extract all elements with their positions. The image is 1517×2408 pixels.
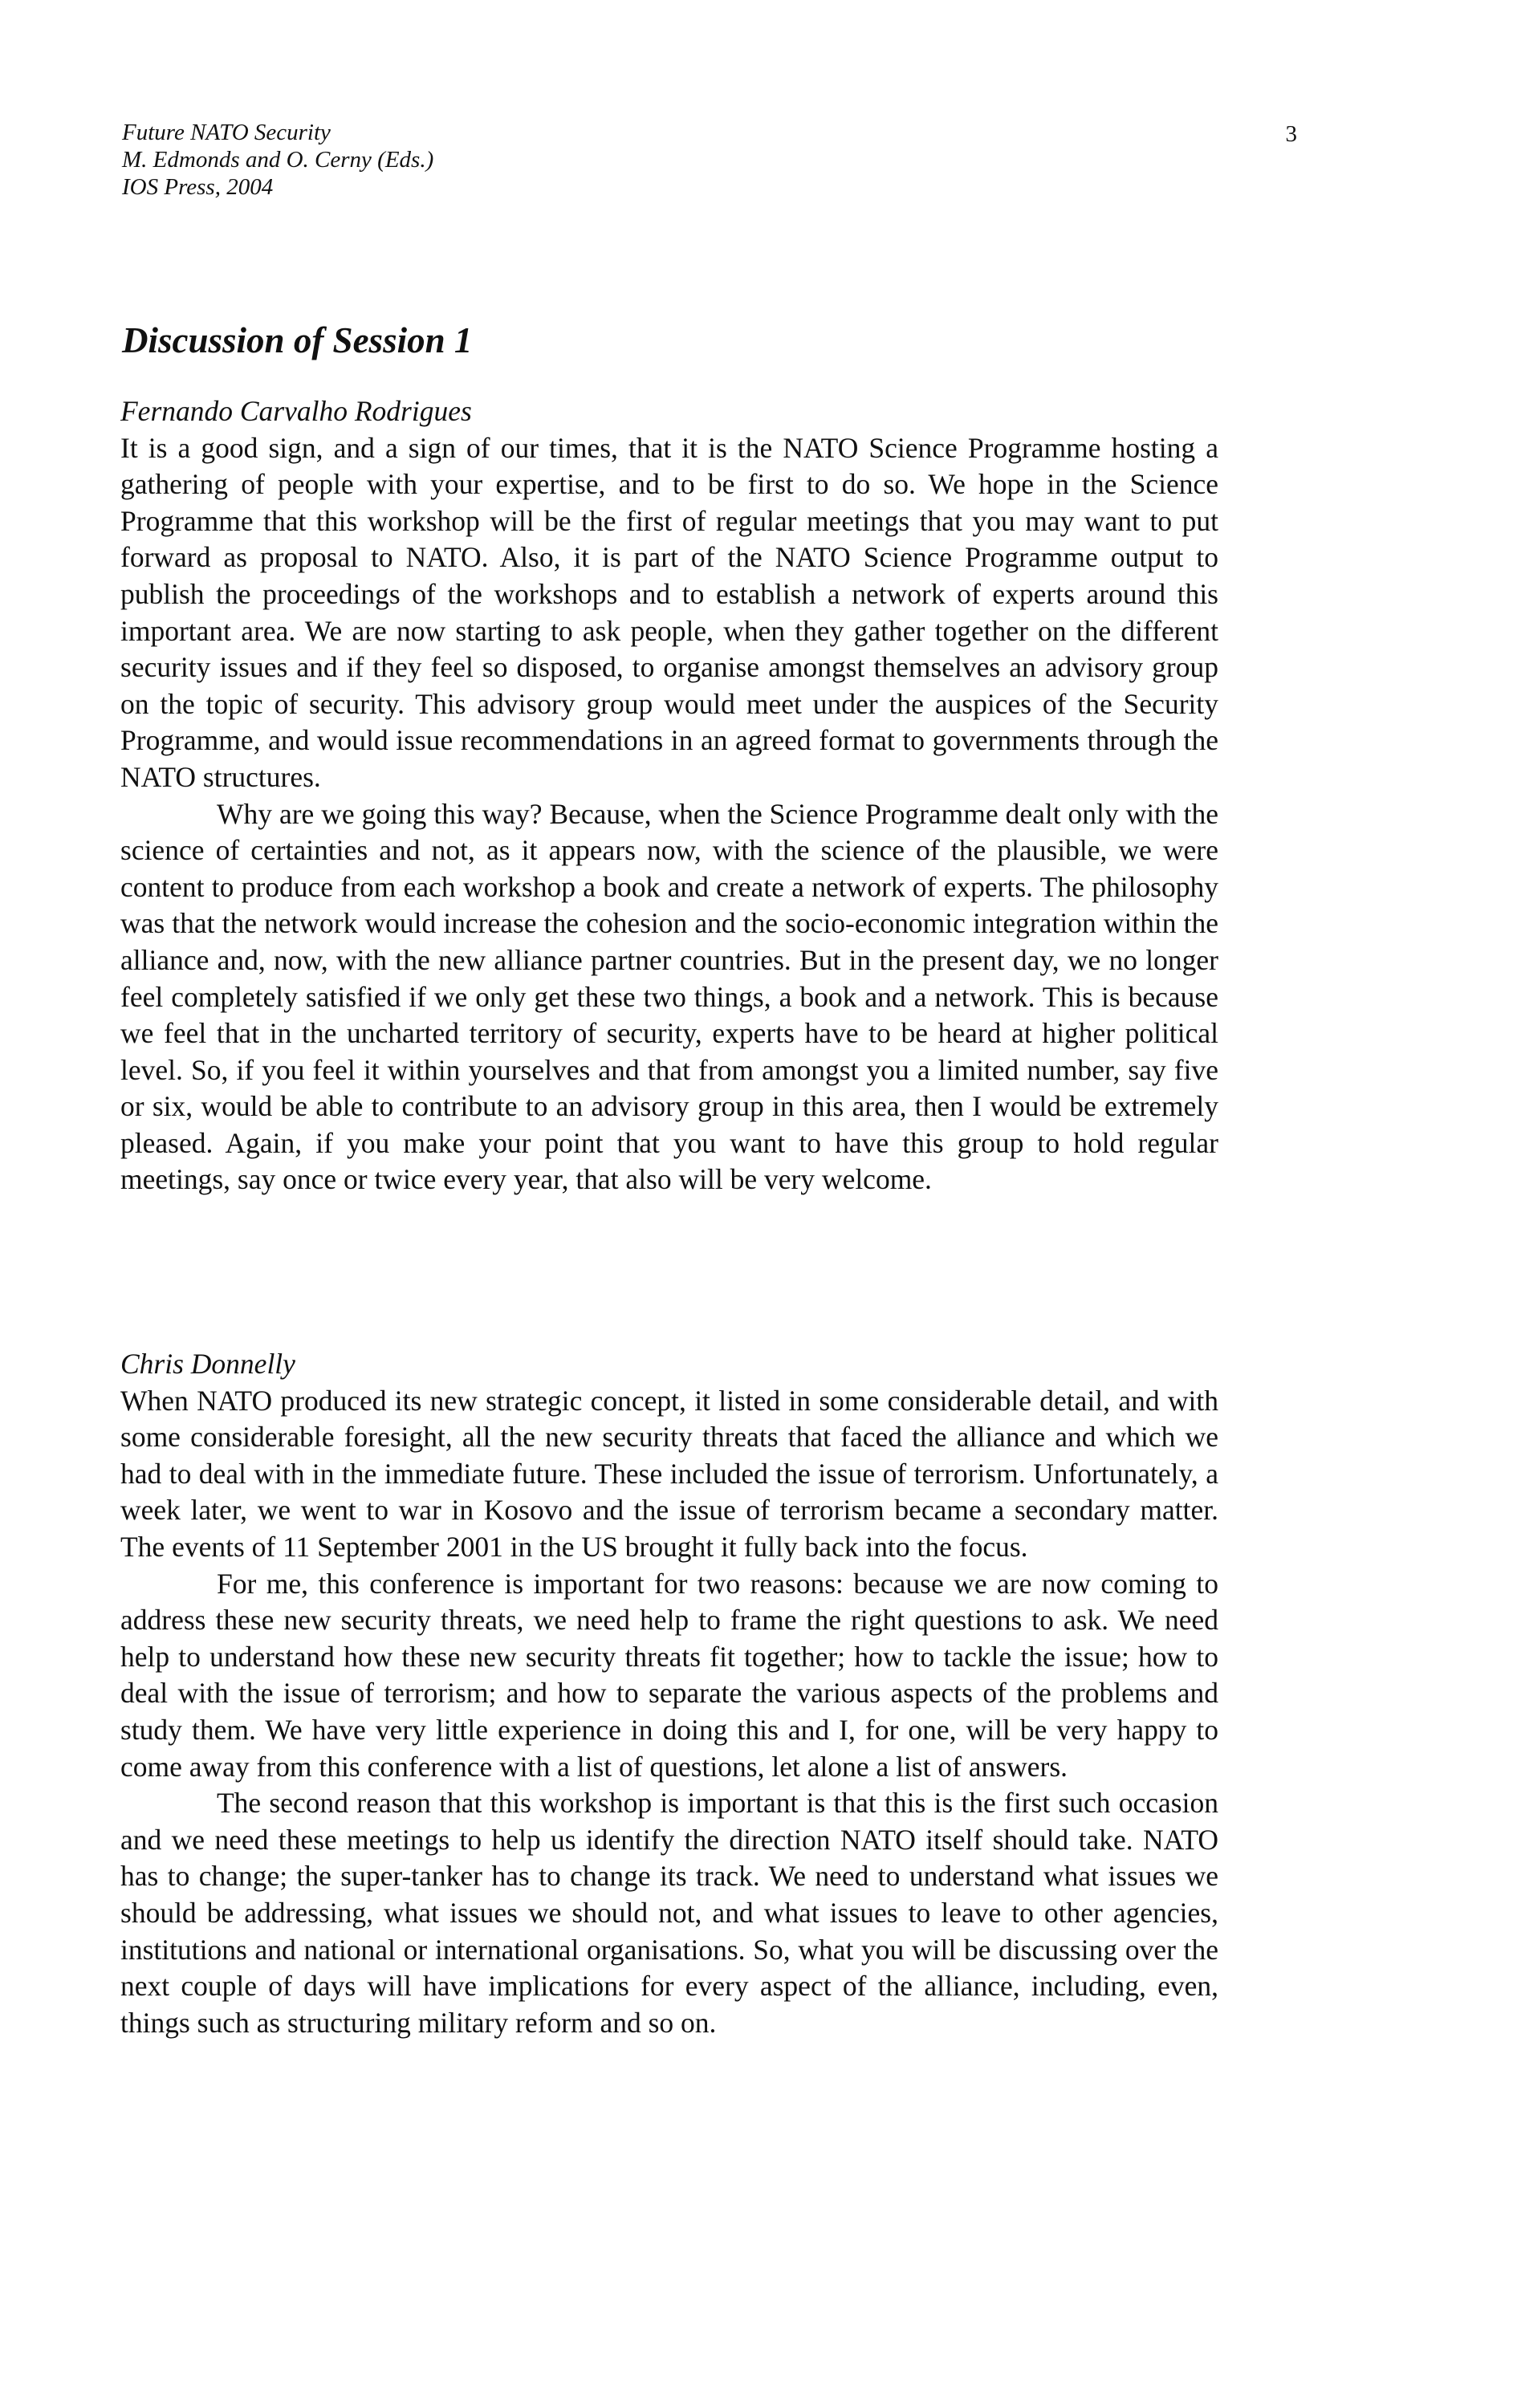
paragraph: Why are we going this way? Because, when the Science Programme dealt only with the science of certainties and not, as it appears now, with the science of the plausible, we were content to produce from each workshop a book and create a network of experts. The philosophy was that the network would increase the cohesion and the socio-economic integration within the alliance and, now, with the new alliance partner countries. But in the present day, we no longer feel completely satisfied if we only get these two things, a book and a network. This is because we feel that in the uncharted territory of security, experts have to be heard at higher political level. So, if you feel it within yourselves and that from amongst you a limited number, say five or six, would be able to contribute to an advisory group in this area, then I would be extremely pleased. Again, if you make your point that you want to have this group to hold regular meetings, say once or twice every year, that also will be very welcome.	[120, 797, 1218, 1196]
book-publisher: IOS Press, 2004	[122, 174, 274, 200]
paragraph: For me, this conference is important for two reasons: because we are now coming to address these new security threats, we need help to frame the right questions to ask. We need help to understand how these new security threats fit together; how to tackle the issue; how to deal with the issue of terrorism; and how to separate the various aspects of the problems and study them. We have very little experience in doing this and I, for one, will be very happy to come away from this conference with a list of questions, let alone a list of answers.	[120, 1567, 1218, 1783]
paragraph: The second reason that this workshop is important is that this is the first such occasion and we need these meetings to help us identify the direction NATO itself should take. NATO has to change; the super-tanker has to change its track. We need to understand what issues we should be addressing, what issues we should not, and what issues to leave to other agencies, institutions and national or international organisations. So, what you will be discussing over the next couple of days will have implications for every aspect of the alliance, including, even, things such as structuring military reform and so on.	[120, 1787, 1218, 2039]
book-title: Future NATO Security	[122, 120, 331, 145]
paragraph: When NATO produced its new strategic concept, it listed in some considerable detail, and with some considerable foresight, all the new security threats that faced the alliance and which we had to deal with in the immediate future. These included the issue of terrorism. Unfortunately, a week later, we went to war in Kosovo and the issue of terrorism became a secondary matter. The events of 11 September 2001 in the US brought it fully back into the focus.	[120, 1384, 1218, 1563]
page-number: 3	[1285, 121, 1297, 147]
speaker-name: Chris Donnelly	[120, 1348, 295, 1380]
page-title: Discussion of Session 1	[122, 320, 473, 360]
paragraph: It is a good sign, and a sign of our times, that it is the NATO Science Programme hosting a gathering of people with your expertise, and to be first to do so. We hope in the Science Programme that this workshop will be the first of regular meetings that you may want to put forward as proposal to NATO. Also, it is part of the NATO Science Programme output to publish the proceedings of the workshops and to establish a network of experts around this important area. We are now starting to ask people, when they gather together on the different security issues and if they feel so disposed, to organise amongst themselves an advisory group on the topic of security. This advisory group would meet under the auspices of the Security Programme, and would issue recommendations in an agreed format to governments through the NATO structures.	[120, 431, 1218, 793]
speaker-name: Fernando Carvalho Rodrigues	[120, 395, 472, 427]
discussion-section-rodrigues	[120, 393, 1218, 1198]
running-header	[122, 119, 1246, 201]
discussion-section-donnelly	[120, 1346, 1218, 2041]
book-editors: M. Edmonds and O. Cerny (Eds.)	[122, 147, 434, 173]
